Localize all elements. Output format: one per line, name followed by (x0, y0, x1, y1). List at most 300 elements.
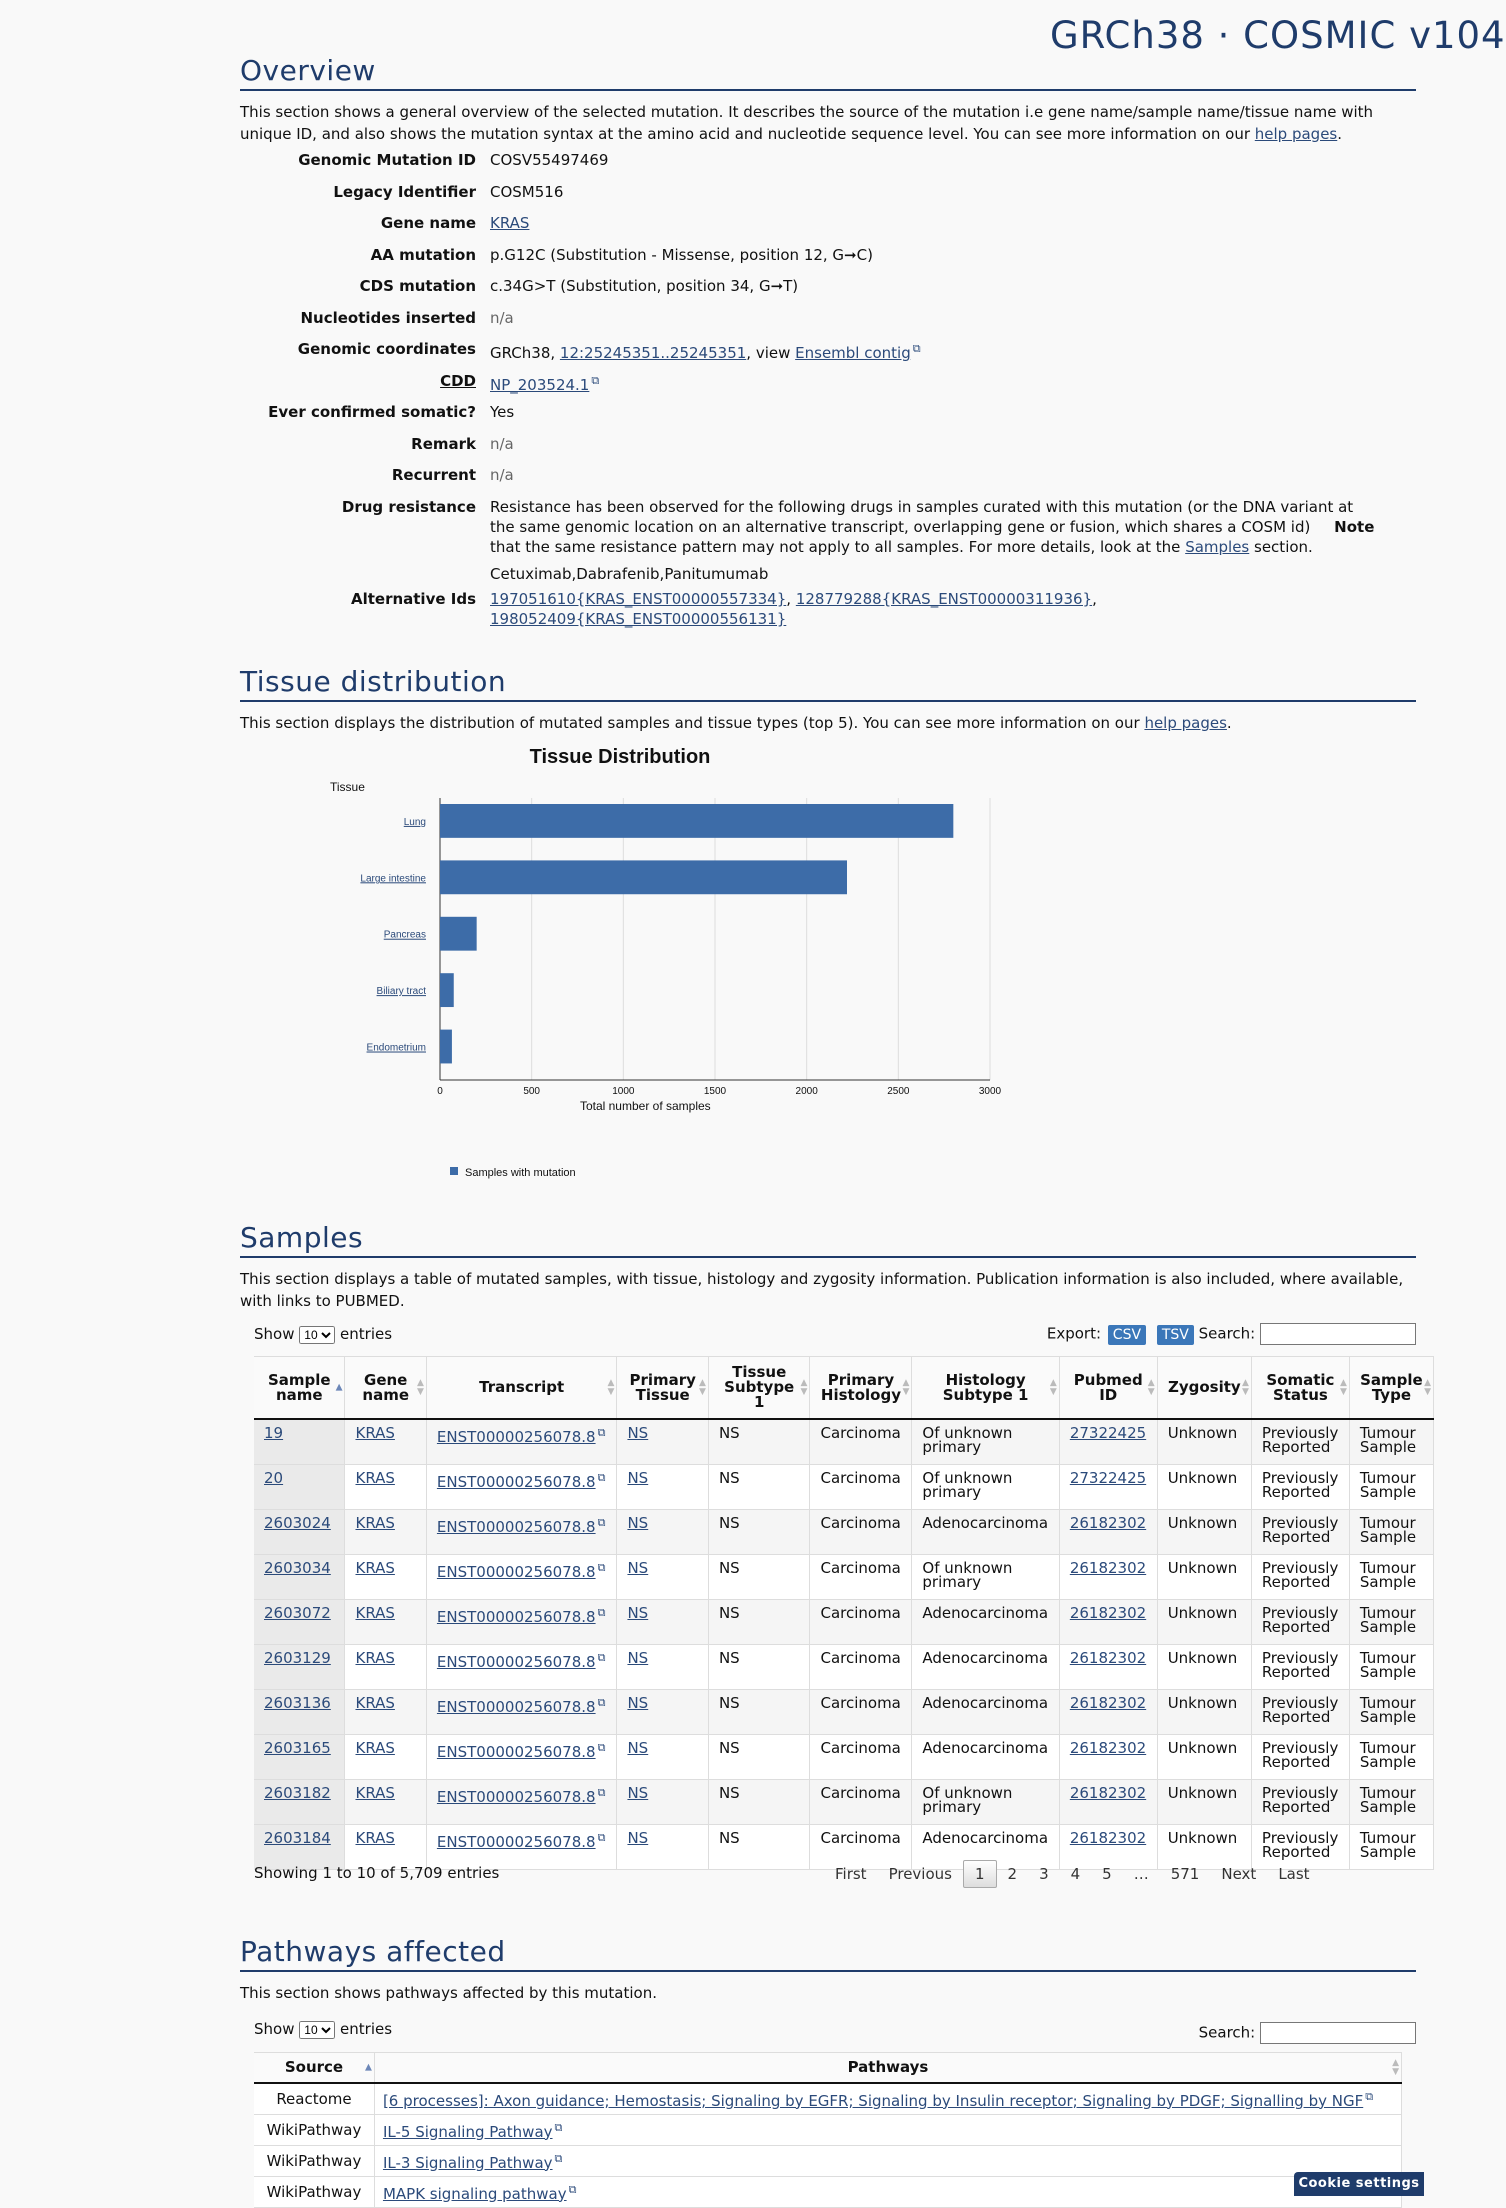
alternative-id-link[interactable]: 198052409{KRAS_ENST00000556131} (490, 609, 787, 628)
gene-link[interactable]: KRAS (355, 1424, 395, 1442)
table-cell (254, 1644, 345, 1689)
field-value: c.34G>T (Substitution, position 34, G➞T) (490, 277, 799, 295)
table-cell (374, 2145, 1401, 2176)
bar (440, 973, 454, 1007)
sort-icon: ▲ (335, 1382, 343, 1392)
field-label: Alternative Ids (350, 589, 476, 608)
tissue-intro-text: This section displays the distribution of mutated samples and tissue types (top 5). You can see more information on our (240, 714, 1145, 732)
external-link-icon: ⧉ (912, 342, 921, 355)
pubmed-link[interactable]: 26182302 (1069, 1828, 1147, 1847)
pagination-ellipsis: … (1133, 1865, 1149, 1883)
cell-text: Tumour Sample (1359, 1693, 1417, 1726)
table-cell (617, 1419, 708, 1464)
pathway-link[interactable]: IL-3 Signaling Pathway (382, 2153, 553, 2172)
gene-link[interactable]: KRAS (355, 1738, 395, 1757)
tissue-link[interactable]: NS (627, 1648, 649, 1667)
tissue-link[interactable]: NS (627, 1468, 649, 1487)
last-page-button[interactable]: Last (1278, 1865, 1310, 1883)
bar (440, 804, 953, 838)
field-label: Legacy Identifier (333, 182, 476, 201)
table-cell (426, 1644, 617, 1689)
external-link-icon: ⧉ (597, 1695, 606, 1709)
tissue-link[interactable]: NS (627, 1693, 649, 1712)
table-cell (617, 1644, 708, 1689)
sort-icon: ▲ ▼ (1241, 1377, 1249, 1397)
sample-link[interactable]: 2603184 (264, 1828, 331, 1847)
samples-pagination (824, 1860, 1321, 1888)
first-page-button[interactable]: First (835, 1865, 867, 1883)
y-axis-label: Tissue (330, 780, 365, 794)
sort-icon: ▲ ▼ (1392, 2057, 1399, 2077)
external-link-icon: ⧉ (597, 1785, 606, 1799)
cell-text: NS (718, 1828, 740, 1847)
table-cell (617, 1599, 708, 1644)
pathways-section (240, 1935, 1440, 2004)
cell-text: Adenocarcinoma (922, 1648, 1049, 1667)
table-cell (1349, 1644, 1433, 1689)
table-cell (912, 1419, 1059, 1464)
tissue-link[interactable]: NS (627, 1513, 649, 1532)
cell-text: Previously Reported (1261, 1783, 1339, 1816)
x-tick-label: 3000 (978, 1086, 1002, 1097)
table-cell (426, 1599, 617, 1644)
table-cell (426, 1554, 617, 1599)
field-value: p.G12C (Substitution - Missense, position 12, G➞C) (490, 245, 873, 264)
gene-link[interactable]: KRAS (355, 1603, 395, 1622)
table-cell (1059, 1644, 1157, 1689)
column-header[interactable]: Source ▲ (254, 2053, 374, 2084)
transcript-link[interactable]: ENST00000256078.8 (436, 1607, 596, 1626)
x-tick-label: 1500 (703, 1086, 727, 1097)
external-link-icon: ⧉ (591, 373, 600, 387)
table-cell (1349, 1464, 1433, 1509)
external-link-icon: ⧉ (597, 1515, 606, 1529)
column-header[interactable]: Tissue Subtype 1 ▲ ▼ (708, 1357, 810, 1420)
page-button-3[interactable]: 3 (1039, 1865, 1049, 1883)
table-cell (810, 1689, 912, 1734)
transcript-link[interactable]: ENST00000256078.8 (436, 1787, 596, 1806)
cell-text: Unknown (1167, 1783, 1238, 1802)
cell-text: Previously Reported (1261, 1424, 1339, 1456)
page-button-5[interactable]: 5 (1102, 1865, 1112, 1883)
pathways-table-body (254, 2083, 1402, 2207)
column-header[interactable]: Sample Type ▲ ▼ (1349, 1357, 1433, 1420)
table-cell (254, 1509, 345, 1554)
table-cell (345, 1464, 426, 1509)
cell-text: NS (718, 1513, 740, 1532)
entries-label: entries (340, 2020, 393, 2038)
page-size-select[interactable] (299, 2021, 335, 2039)
table-cell (1349, 1599, 1433, 1644)
alternative-id-link[interactable]: 128779288{KRAS_ENST00000311936} (795, 589, 1093, 608)
gene-link[interactable]: KRAS (355, 1693, 395, 1712)
samples-search-input[interactable] (1260, 1323, 1416, 1345)
table-cell (1157, 1464, 1251, 1509)
x-tick-label: 2500 (887, 1086, 910, 1097)
table-row (254, 1509, 1434, 1554)
table-cell (345, 1734, 426, 1779)
samples-section-link[interactable]: Samples (1185, 537, 1250, 556)
field-label: Drug resistance (341, 497, 476, 516)
table-cell (345, 1599, 426, 1644)
overview-section (240, 54, 1440, 628)
page-button-4[interactable]: 4 (1070, 1865, 1081, 1883)
table-cell (912, 1554, 1059, 1599)
category-label[interactable]: Endometrium (366, 1042, 426, 1054)
samples-table-body (254, 1419, 1434, 1869)
cell-text: Of unknown primary (922, 1468, 1013, 1501)
table-cell (1157, 1779, 1251, 1824)
x-axis-label: Total number of samples (579, 1099, 711, 1113)
ensembl-contig-link[interactable]: Ensembl contig (795, 344, 911, 362)
cell-text: Tumour Sample (1359, 1424, 1417, 1456)
export-csv-button[interactable]: CSV (1108, 1325, 1146, 1345)
pubmed-link[interactable]: 26182302 (1069, 1738, 1147, 1757)
table-row (254, 1779, 1434, 1824)
search-control (1199, 2022, 1416, 2044)
table-cell (1059, 1464, 1157, 1509)
column-header[interactable]: Sample name ▲ (254, 1357, 345, 1420)
cell-text: Of unknown primary (922, 1424, 1013, 1456)
pathways-table-controls (254, 2018, 1416, 2042)
cell-text: NS (718, 1468, 740, 1487)
pathways-header-row (254, 2053, 1402, 2084)
separator: , (786, 589, 796, 608)
tissue-intro: This section displays the distribution of mutated samples and tissue types (top 5). You can see more information on our help pages. (240, 714, 1232, 732)
sort-icon: ▲ (365, 2062, 372, 2072)
field-label: AA mutation (370, 245, 476, 264)
table-row (254, 2114, 1402, 2145)
table-cell (345, 1644, 426, 1689)
cell-text: Unknown (1167, 1424, 1238, 1442)
table-cell (254, 1779, 345, 1824)
table-cell (345, 1509, 426, 1554)
tissue-link[interactable]: NS (627, 1603, 649, 1622)
table-cell (1059, 1689, 1157, 1734)
cell-text: Unknown (1167, 1648, 1238, 1667)
table-cell (1251, 1464, 1349, 1509)
page-size-select[interactable] (299, 1326, 335, 1344)
table-cell (617, 1689, 708, 1734)
gene-link[interactable]: KRAS (355, 1513, 395, 1532)
search-label: Search: (1198, 2023, 1256, 2042)
table-cell (1059, 1779, 1157, 1824)
table-cell (708, 1464, 810, 1509)
samples-section (240, 1221, 1440, 1312)
column-header[interactable]: Somatic Status ▲ ▼ (1251, 1357, 1349, 1420)
field-value: Yes (490, 403, 515, 421)
gene-name-link[interactable]: KRAS (490, 214, 530, 232)
sort-icon: ▲ ▼ (1339, 1377, 1347, 1397)
gene-link[interactable]: KRAS (355, 1468, 395, 1487)
table-cell (1251, 1419, 1349, 1464)
transcript-link[interactable]: ENST00000256078.8 (436, 1652, 596, 1671)
table-cell (254, 1464, 345, 1509)
table-row (254, 2083, 1402, 2114)
sample-link[interactable]: 2603165 (264, 1738, 331, 1757)
tissue-link[interactable]: NS (627, 1558, 649, 1577)
table-cell (810, 1419, 912, 1464)
cell-text: Tumour Sample (1359, 1828, 1417, 1861)
cell-text: Adenocarcinoma (922, 1738, 1049, 1757)
table-cell (617, 1779, 708, 1824)
table-cell (254, 2114, 374, 2145)
transcript-link[interactable]: ENST00000256078.8 (436, 1472, 596, 1491)
transcript-link[interactable]: ENST00000256078.8 (436, 1517, 596, 1536)
transcript-link[interactable]: ENST00000256078.8 (436, 1697, 596, 1716)
sort-icon: ▲ ▼ (902, 1377, 910, 1397)
cell-text: Tumour Sample (1359, 1513, 1417, 1546)
tissue-link[interactable]: NS (627, 1424, 649, 1442)
table-cell (426, 1509, 617, 1554)
table-cell (912, 1734, 1059, 1779)
page-button-2[interactable]: 2 (1007, 1865, 1018, 1883)
column-header[interactable]: Primary Histology ▲ ▼ (810, 1357, 912, 1420)
sort-icon: ▲ ▼ (699, 1377, 706, 1397)
table-cell (426, 1419, 617, 1464)
pubmed-link[interactable]: 26182302 (1069, 1558, 1147, 1577)
cell-text: Carcinoma (820, 1513, 901, 1532)
field-recurrent (240, 465, 1376, 497)
table-cell (708, 1644, 810, 1689)
external-link-icon: ⧉ (568, 2182, 577, 2196)
table-cell (1059, 1599, 1157, 1644)
tissue-heading: Tissue distribution (240, 665, 1416, 702)
table-cell (708, 1689, 810, 1734)
pubmed-link[interactable]: 27322425 (1069, 1468, 1147, 1487)
cell-text: NS (718, 1648, 740, 1667)
table-cell (1349, 1824, 1433, 1869)
pathways-intro: This section shows pathways affected by this mutation. (240, 1984, 657, 2002)
table-cell (912, 1689, 1059, 1734)
table-cell (1251, 1644, 1349, 1689)
tissue-link[interactable]: NS (627, 1738, 649, 1757)
field-legacy-identifier (240, 182, 1376, 214)
transcript-link[interactable]: ENST00000256078.8 (436, 1428, 596, 1446)
field-nucleotides-inserted (240, 308, 1376, 340)
table-row (254, 1689, 1434, 1734)
table-cell (617, 1734, 708, 1779)
drug-resistance-text: section. (1249, 537, 1313, 556)
transcript-link[interactable]: ENST00000256078.8 (436, 1832, 596, 1851)
pubmed-link[interactable]: 26182302 (1069, 1648, 1147, 1667)
category-label[interactable]: Lung (403, 816, 426, 828)
gene-link[interactable]: KRAS (355, 1648, 395, 1667)
table-cell (810, 1464, 912, 1509)
table-cell (1251, 1734, 1349, 1779)
samples-header-row (254, 1357, 1434, 1420)
sample-link[interactable]: 2603182 (264, 1783, 331, 1802)
cell-text: Unknown (1167, 1558, 1238, 1577)
field-drug-resistance (240, 497, 1376, 589)
cell-text: Adenocarcinoma (922, 1513, 1049, 1532)
field-value: n/a (490, 308, 514, 327)
field-value (490, 589, 1376, 628)
field-value: n/a (490, 466, 514, 484)
external-link-icon: ⧉ (554, 2151, 563, 2165)
cell-text: Tumour Sample (1359, 1738, 1417, 1771)
field-alternative-ids (240, 589, 1376, 628)
bar (440, 860, 847, 894)
category-label[interactable]: Large intestine (360, 873, 426, 885)
sample-link[interactable]: 2603072 (264, 1603, 331, 1622)
table-cell (810, 1644, 912, 1689)
gene-link[interactable]: KRAS (355, 1558, 395, 1577)
cookie-settings-button[interactable]: Cookie settings (1294, 2172, 1424, 2196)
pathway-link[interactable]: MAPK signaling pathway (382, 2184, 567, 2203)
column-header[interactable]: Pathways ▲ ▼ (374, 2053, 1401, 2084)
pubmed-link[interactable]: 26182302 (1069, 1783, 1147, 1802)
gene-link[interactable]: KRAS (355, 1783, 395, 1802)
table-cell (1349, 1779, 1433, 1824)
table-cell (1349, 1734, 1433, 1779)
table-cell (345, 1419, 426, 1464)
field-value (490, 339, 1376, 371)
cell-text: Unknown (1167, 1693, 1238, 1712)
previous-page-button[interactable]: Previous (888, 1865, 952, 1883)
tissue-chart (310, 740, 1010, 1194)
sample-link[interactable]: 19 (264, 1424, 284, 1442)
external-link-icon: ⧉ (554, 2120, 563, 2134)
sample-link[interactable]: 20 (264, 1468, 284, 1487)
table-cell (708, 1419, 810, 1464)
table-cell (617, 1464, 708, 1509)
table-cell (345, 1779, 426, 1824)
table-cell (1251, 1779, 1349, 1824)
source-text: WikiPathway (266, 2120, 362, 2139)
table-cell (617, 1824, 708, 1869)
table-cell (426, 1824, 617, 1869)
column-header[interactable]: Histology Subtype 1 ▲ ▼ (912, 1357, 1059, 1420)
table-cell (254, 2083, 374, 2114)
page-button-1[interactable]: 1 (963, 1860, 997, 1888)
alternative-id-link[interactable]: 197051610{KRAS_ENST00000557334} (490, 589, 787, 608)
tissue-chart-svg (310, 740, 1010, 1190)
cell-text: Previously Reported (1261, 1468, 1339, 1501)
source-text: Reactome (276, 2089, 352, 2108)
coord-prefix: GRCh38, (490, 344, 560, 362)
external-link-icon: ⧉ (1365, 2089, 1374, 2103)
column-header[interactable]: Pubmed ID ▲ ▼ (1059, 1357, 1157, 1420)
cdd-link[interactable]: NP_203524.1 (490, 375, 590, 394)
external-link-icon: ⧉ (597, 1830, 606, 1844)
cell-text: Carcinoma (820, 1424, 901, 1442)
pubmed-link[interactable]: 27322425 (1069, 1424, 1147, 1442)
table-row (254, 1644, 1434, 1689)
sample-link[interactable]: 2603034 (264, 1558, 331, 1577)
field-value (490, 497, 1376, 589)
gene-link[interactable]: KRAS (355, 1828, 395, 1847)
overview-intro-text: This section shows a general overview of the selected mutation. It describes the source of the mutation i.e gene name/sample name/tissue name with unique ID, and also shows the mutation syntax at the amino acid and nucleotide sequence level. You can see more information on our (240, 103, 1374, 143)
tissue-link[interactable]: NS (627, 1828, 649, 1847)
table-cell (1251, 1689, 1349, 1734)
pathway-link[interactable]: [6 processes]: Axon guidance; Hemostasis; Signaling by EGFR; Signaling by Insulin receptor; Signaling by PDGF; Signalling by NGF (382, 2091, 1364, 2110)
legend-label: Samples with mutation (465, 1167, 576, 1179)
column-header[interactable]: Primary Tissue ▲ ▼ (617, 1357, 708, 1420)
category-label[interactable]: Pancreas (383, 929, 426, 941)
table-row (254, 2145, 1402, 2176)
table-cell (1251, 1599, 1349, 1644)
separator: , (1092, 589, 1097, 608)
cell-text: Tumour Sample (1359, 1648, 1417, 1681)
show-label: Show (254, 2020, 295, 2038)
chart-title: Tissue Distribution (529, 746, 711, 768)
overview-fields (240, 150, 1376, 628)
help-pages-link[interactable]: help pages (1254, 125, 1338, 143)
table-cell (810, 1554, 912, 1599)
table-cell (426, 1734, 617, 1779)
table-cell (374, 2114, 1401, 2145)
field-label: Remark (411, 434, 476, 453)
table-cell (374, 2083, 1401, 2114)
coordinates-link[interactable]: 12:25245351..25245351 (559, 344, 747, 362)
table-cell (1157, 1509, 1251, 1554)
field-genomic-coordinates (240, 339, 1376, 371)
field-label: Recurrent (391, 466, 476, 484)
external-link-icon: ⧉ (597, 1605, 606, 1619)
pathways-table (254, 2052, 1402, 2208)
next-page-button[interactable]: Next (1221, 1865, 1257, 1883)
sample-link[interactable]: 2603024 (264, 1513, 331, 1532)
category-label[interactable]: Biliary tract (376, 986, 426, 998)
table-cell (1349, 1509, 1433, 1554)
table-cell (426, 1689, 617, 1734)
export-label: Export: (1046, 1324, 1102, 1343)
sample-link[interactable]: 2603129 (264, 1648, 331, 1667)
transcript-link[interactable]: ENST00000256078.8 (436, 1562, 596, 1581)
pathway-link[interactable]: IL-5 Signaling Pathway (382, 2122, 553, 2141)
table-cell (1349, 1554, 1433, 1599)
x-tick-label: 0 (437, 1086, 443, 1097)
pathways-search-input[interactable] (1260, 2022, 1416, 2044)
page-button-last-number[interactable]: 571 (1170, 1865, 1200, 1883)
pubmed-link[interactable]: 26182302 (1069, 1513, 1147, 1532)
table-row (254, 1734, 1434, 1779)
column-header[interactable]: Transcript ▲ ▼ (426, 1357, 617, 1420)
pubmed-link[interactable]: 26182302 (1069, 1603, 1147, 1622)
cell-text: Unknown (1167, 1513, 1238, 1532)
external-link-icon: ⧉ (597, 1650, 606, 1664)
table-cell (1157, 1599, 1251, 1644)
table-cell (810, 1509, 912, 1554)
table-cell (254, 2145, 374, 2176)
x-tick-label: 500 (523, 1086, 541, 1097)
sample-link[interactable]: 2603136 (264, 1693, 331, 1712)
pubmed-link[interactable]: 26182302 (1069, 1693, 1147, 1712)
samples-table (254, 1356, 1434, 1870)
samples-table-controls (254, 1323, 1416, 1347)
external-link-icon: ⧉ (597, 1470, 606, 1484)
field-label: Genomic Mutation ID (298, 151, 476, 169)
tissue-link[interactable]: NS (627, 1783, 649, 1802)
drug-resistance-text: that the same resistance pattern may not apply to all samples. For more details, look at the (490, 537, 1186, 556)
transcript-link[interactable]: ENST00000256078.8 (436, 1742, 596, 1761)
export-tsv-button[interactable]: TSV (1157, 1325, 1194, 1345)
page-title: GRCh38 · COSMIC v104 (1050, 14, 1506, 57)
column-header[interactable]: Gene name ▲ ▼ (345, 1357, 426, 1420)
cell-text: NS (718, 1738, 740, 1757)
cell-text: Of unknown primary (922, 1783, 1013, 1816)
table-cell (708, 1554, 810, 1599)
cell-text: Unknown (1167, 1828, 1238, 1847)
help-pages-link[interactable]: help pages (1144, 714, 1227, 732)
column-header[interactable]: Zygosity ▲ ▼ (1157, 1357, 1251, 1420)
show-label: Show (254, 1325, 295, 1343)
drug-list: Cetuximab,Dabrafenib,Panitumumab (490, 564, 769, 583)
table-cell (374, 2176, 1401, 2207)
table-cell (254, 2176, 374, 2207)
cell-text: Previously Reported (1261, 1603, 1339, 1636)
